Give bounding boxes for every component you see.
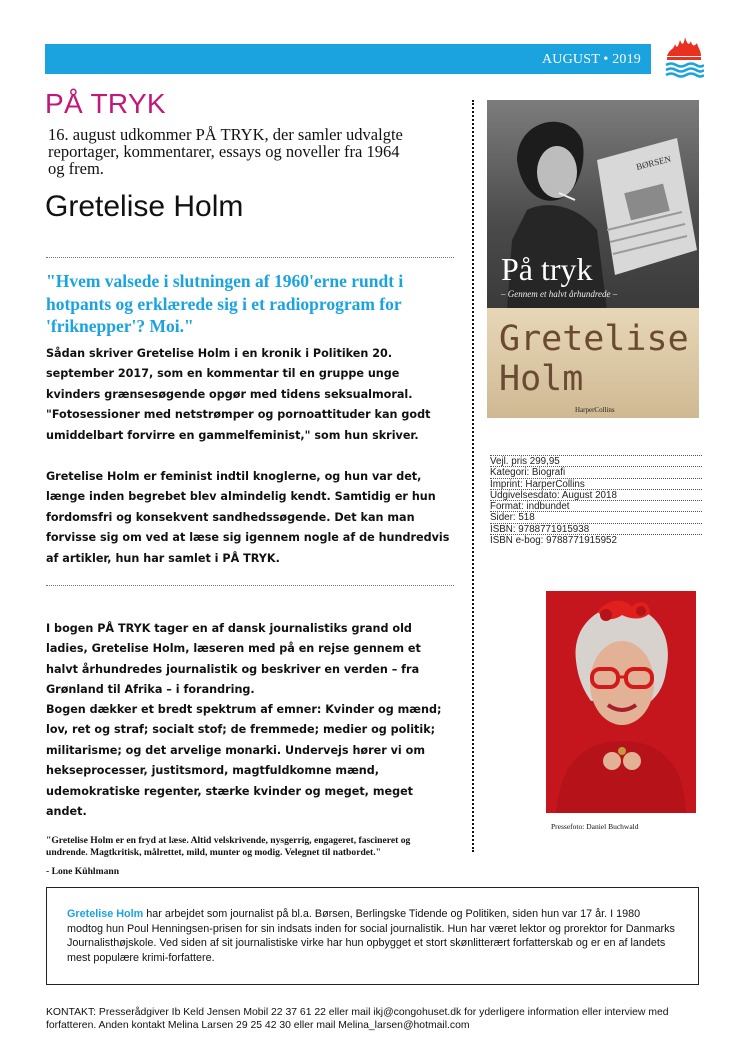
contact-info: KONTAKT: Presserådgiver Ib Keld Jensen Mobil 22 37 61 22 eller mail ikj@congohuset.dk for yderligere information eller interview med forfatteren. Anden kontakt Melina Larsen 29 25 42 30 eller mail Melina_larsen@hotmail.com bbox=[46, 1007, 669, 1031]
detail-imprint: Imprint: HarperCollins bbox=[490, 478, 702, 489]
detail-isbn: ISBN: 9788771915938 bbox=[490, 523, 702, 534]
issue-date: AUGUST • 2019 bbox=[541, 52, 641, 67]
column-divider bbox=[472, 100, 474, 852]
detail-isbn-ebook: ISBN e-bog: 9788771915952 bbox=[490, 534, 702, 545]
body-paragraph: I bogen PÅ TRYK tager en af dansk journalistiks grand old ladies, Gretelise Holm, læseren med på en rejse gennem et halvt århundredes journalistik og beskriver en verden – fra Grønland til Afrika – i forandring. bbox=[46, 622, 421, 697]
portrait-photo bbox=[546, 591, 696, 813]
cover-subtitle: – Gennem et halvt århundrede – bbox=[501, 289, 618, 299]
bio-text: har arbejdet som journalist på bl.a. Børsen, Berlingske Tidende og Politiken, siden hun var 17 år. I 1980 modtog hun Poul Henningsen-prisen for sin indsats inden for social journalistik. Hun har været lektor og prorektor for Danmarks Journalisthøjskole. Ved siden af sit journalistiske virke har hun opbygget et stort skønlitterært forfatterskab og er en af landets mest populære krimi-forfattere. bbox=[67, 908, 675, 964]
divider bbox=[46, 257, 454, 258]
author-portrait bbox=[546, 591, 696, 813]
detail-release-date: Udgivelsesdato: August 2018 bbox=[490, 489, 702, 500]
page-title: PÅ TRYK bbox=[45, 88, 166, 119]
body-paragraph: Gretelise Holm er feminist indtil knoglerne, og hun var det, længe inden begrebet blev almindelig kendt. Samtidig er hun fordomsfri og konsekvent sandhedssøgende. Det kan man forvisse sig om ved at læse sig igennem nogle af de hundredvis af artikler, hun har samlet i PÅ TRYK. bbox=[46, 470, 450, 565]
pull-quote: "Hvem valsede i slutningen af 1960'erne rundt i hotpants og erklærede sig i et radioprogram for 'friknepper'? Moi." bbox=[46, 271, 404, 336]
review-author: - Lone Kühlmann bbox=[46, 866, 120, 877]
divider bbox=[46, 585, 454, 586]
body-paragraph: Sådan skriver Gretelise Holm i en kronik i Politiken 20. september 2017, som en kommentar til en gruppe unge kvinders grænsesøgende opgør med tidens seksualmoral. "Fotosessioner med netstrømper og pornoattituder kan godt umiddelbart forvirre en gammelfeminist," som hun skriver. bbox=[46, 347, 431, 442]
cover-author-first: Gretelise bbox=[499, 319, 689, 359]
book-details bbox=[490, 455, 702, 545]
body-paragraph: Bogen dækker et bredt spektrum af emner: Kvinder og mænd; lov, ret og straf; socialt stof; de fremmede; medier og politik; militarisme; og det arvelige monarki. Undervejs hører vi om hekseprocesser, justitsmord, magtfuldkomne mænd, udemokratiske regenter, stærke kvinder og meget, meget andet. bbox=[46, 703, 442, 819]
cover-publisher: HarperCollins bbox=[575, 406, 615, 414]
review-quote: "Gretelise Holm er en fryd at læse. Altid velskrivende, nysgerrig, engageret, fascineret og undrende. Magtkritisk, målrettet, mild, munter og modig. Velegnet til natbordet." bbox=[46, 835, 411, 859]
author-bio-box bbox=[46, 887, 699, 985]
detail-price: Vejl. pris 299,95 bbox=[490, 455, 702, 466]
cover-newspaper-title: BØRSEN bbox=[635, 153, 672, 172]
cover-title: På tryk bbox=[501, 251, 593, 287]
bio-author-name: Gretelise Holm bbox=[67, 908, 144, 920]
book-cover-art bbox=[487, 100, 699, 418]
detail-category: Kategori: Biografi bbox=[490, 466, 702, 477]
detail-format: Format: indbundet bbox=[490, 500, 702, 511]
detail-pages: Sider: 518 bbox=[490, 511, 702, 522]
header-bar bbox=[45, 44, 651, 74]
photo-caption: Pressefoto: Daniel Buchwald bbox=[551, 822, 639, 831]
cover-author-last: Holm bbox=[499, 359, 584, 399]
flame-wave-logo-icon bbox=[664, 34, 704, 80]
intro-text: 16. august udkommer PÅ TRYK, der samler udvalgte reportager, kommentarer, essays og noveller fra 1964 og frem. bbox=[48, 125, 403, 178]
author-name: Gretelise Holm bbox=[45, 190, 244, 223]
author-bio bbox=[67, 907, 677, 965]
book-cover bbox=[487, 100, 699, 418]
